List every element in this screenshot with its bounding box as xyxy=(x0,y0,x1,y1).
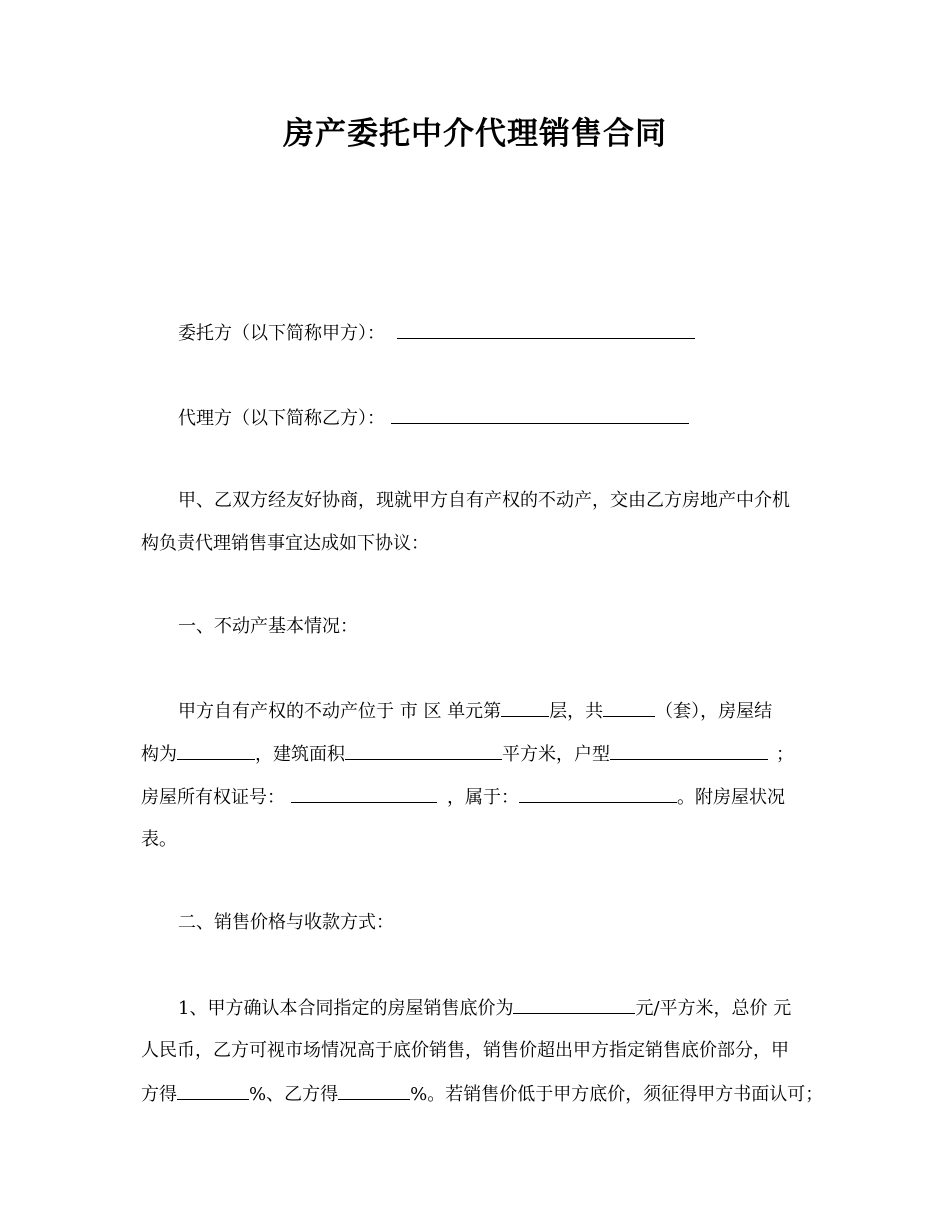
s1-text-e: ，建筑面积 xyxy=(255,744,345,765)
party-b-share-blank xyxy=(338,1081,410,1100)
unit-count-blank xyxy=(603,698,655,717)
section1-line-4: 表。 xyxy=(141,829,177,850)
section1-heading: 一、不动产基本情况： xyxy=(178,616,358,637)
s2-text-f: %。若销售价低于甲方底价，须征得甲方书面认可； xyxy=(410,1084,824,1105)
base-price-blank xyxy=(513,995,635,1014)
area-blank xyxy=(345,741,502,760)
document-title: 房产委托中介代理销售合同 xyxy=(283,116,667,152)
s1-text-f: 平方米，户型 xyxy=(502,744,610,765)
agent-blank xyxy=(391,405,689,424)
agent-line xyxy=(178,405,689,432)
intro-line-2: 构负责代理销售事宜达成如下协议： xyxy=(141,533,429,554)
intro-line-1: 甲、乙双方经友好协商，现就甲方自有产权的不动产，交由乙方房地产中介机 xyxy=(178,490,790,511)
principal-line xyxy=(178,320,695,347)
s1-text-c: （套），房屋结 xyxy=(655,701,773,722)
section2-heading: 二、销售价格与收款方式： xyxy=(178,912,394,933)
section1-line-3 xyxy=(141,784,785,811)
principal-label: 委托方（以下简称甲方）： xyxy=(178,323,385,344)
s1-text-j: 。附房屋状况 xyxy=(677,787,785,808)
agent-label: 代理方（以下简称乙方）： xyxy=(178,408,385,429)
s2-text-d: 方得 xyxy=(141,1084,177,1105)
s2-text-a: 1、甲方确认本合同指定的房屋销售底价为 xyxy=(178,998,514,1019)
party-a-share-blank xyxy=(177,1081,249,1100)
structure-blank xyxy=(177,741,255,760)
floor-blank xyxy=(501,698,549,717)
section2-line-1 xyxy=(178,995,791,1022)
s1-text-b: 层，共 xyxy=(549,701,604,722)
section2-line-2: 人民币，乙方可视市场情况高于底价销售，销售价超出甲方指定销售底价部分，甲 xyxy=(141,1040,789,1061)
layout-blank xyxy=(610,741,768,760)
certificate-blank xyxy=(291,784,437,803)
s2-text-b: 元/平方米，总价 元 xyxy=(635,998,792,1019)
s1-text-a: 甲方自有产权的不动产位于 市 区 单元第 xyxy=(178,701,502,722)
section1-line-1 xyxy=(178,698,772,725)
section2-line-3 xyxy=(141,1081,823,1108)
belongs-to-blank xyxy=(519,784,677,803)
s1-text-i: ，属于： xyxy=(447,787,519,808)
principal-blank xyxy=(397,320,695,339)
s1-text-h: 房屋所有权证号： xyxy=(141,787,285,808)
s1-text-g: ； xyxy=(776,744,794,765)
section1-line-2 xyxy=(141,741,794,768)
s1-text-d: 构为 xyxy=(141,744,177,765)
s2-text-e: %、乙方得 xyxy=(249,1084,339,1105)
